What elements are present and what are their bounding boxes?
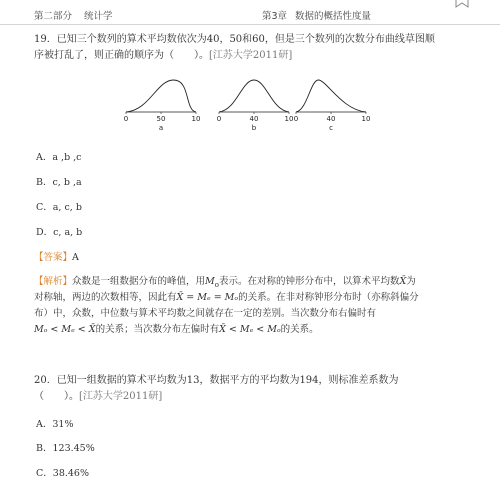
option-d[interactable]: D．c, a, b [36,227,83,238]
analysis-text: 的关系；当次数分布左偏时有 [95,324,220,335]
question-20-citation: [江苏大学2011研] [79,391,163,402]
part-number: 第二部分 [34,11,73,22]
q20-option-b[interactable]: B．123.45% [36,443,95,454]
curve-b [219,80,289,112]
question-19-text: 序被打乱了，则正确的顺序为（ ）。 [34,50,209,61]
curve-tick-label: 40 [249,115,259,123]
chapter-title: 数据的概括性度量 [295,11,372,22]
distribution-curves-figure [123,74,396,150]
part-label [34,8,113,22]
page-header [0,0,500,25]
analysis-text: 表示。在对称的钟形分布中，以算术平均数 [218,276,400,287]
analysis-line4 [34,322,474,338]
left-skew-inequality: X̄ < Mₑ < Mₒ [219,324,281,335]
curve-tick-label: 10 [361,115,371,123]
answer-value: A [72,252,79,263]
analysis-text: 众数是一组数据分布的峰值，用 [72,276,206,287]
curve-tick-label: 10 [284,115,294,123]
chapter-label [262,8,371,22]
curve-label-c: c [329,124,333,132]
analysis-text: 的关系。 [280,324,319,335]
bookmark-icon[interactable] [455,0,469,8]
curve-a [126,80,196,112]
q20-option-a[interactable]: A．31% [36,419,74,430]
analysis-tag: 【解析】 [34,276,73,287]
question-20-line1: 20．已知一组数据的算术平均数为13，数据平方的平均数为194，则标准差系数为 [34,375,399,386]
analysis-line3: 布）中，众数，中位数与算术平均数之间就存在一定的差别。当次数分布右偏时有 [34,308,377,319]
option-a[interactable]: A．a ,b ,c [36,152,82,163]
curve-tick-label: 0 [293,115,299,123]
analysis-text: 为 [406,276,416,287]
curve-c [296,80,366,112]
curve-tick-label: 50 [156,115,166,123]
mode-subscript: o [214,280,219,289]
mean-symbol: X̄ [399,276,407,287]
right-skew-inequality: Mₒ < Mₑ < X̄ [34,324,96,335]
question-20-text: （ ）。 [34,391,79,402]
option-c[interactable]: C．a, c, b [36,202,82,213]
chapter-number: 第3章 [262,11,288,22]
question-19-line2 [34,48,474,64]
analysis-text: 的关系。在非对称钟形分布时（亦称斜偏分 [238,292,419,303]
curve-label-a: a [158,124,164,132]
subject-name: 统计学 [84,11,113,22]
question-19-line1: 19．已知三个数列的算术平均数依次为40，50和60，但是三个数列的次数分布曲线草图顺 [34,34,435,45]
question-19-citation: [江苏大学2011研] [209,50,293,61]
answer-tag: 【答案】 [34,252,73,263]
symmetric-equation: X̄ = Mₑ = Mₒ [176,292,239,303]
curve-tick-label: 10 [191,115,201,123]
option-b[interactable]: B．c, b ,a [36,177,82,188]
curve-label-b: b [251,124,257,132]
q20-option-c[interactable]: C．38.46% [36,468,89,479]
curve-tick-label: 0 [216,115,222,123]
mode-symbol: M [205,276,215,287]
analysis-text: 对称轴，两边的次数相等，因此有 [34,292,177,303]
question-20-line2 [34,389,474,405]
answer-line [34,250,79,266]
curve-tick-label: 40 [326,115,336,123]
curve-tick-label: 0 [123,115,129,123]
analysis-line2 [34,290,474,306]
